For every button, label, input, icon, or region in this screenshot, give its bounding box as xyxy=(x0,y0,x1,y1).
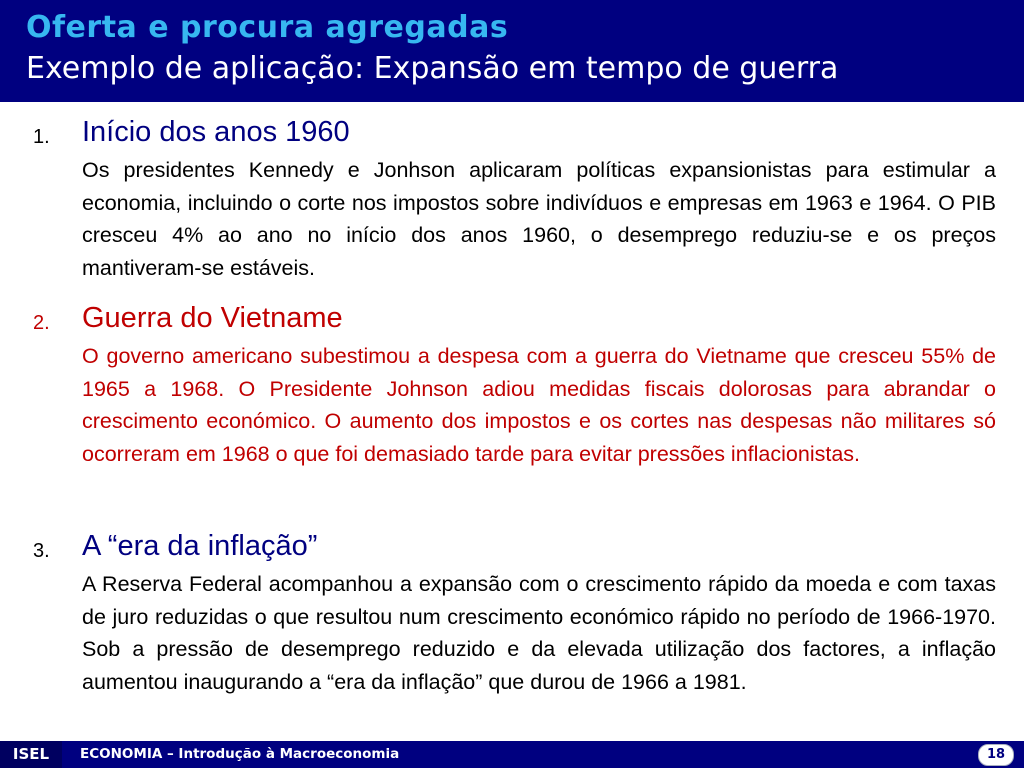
item-number: 2. xyxy=(33,312,50,334)
item-body: Os presidentes Kennedy e Jonhson aplicaram políticas expansionistas para estimular a economia, incluindo o corte nos impostos sobre indivíduos e empresas em 1963 e 1964. O PIB cresceu 4% ao ano no início dos anos 1960, o desemprego reduziu-se e os preços mantiveram-se estáveis. xyxy=(82,158,996,280)
slide-title: Oferta e procura agregadas xyxy=(26,10,509,45)
slide-footer xyxy=(0,741,1024,768)
footer-title: ECONOMIA – Introdução à Macroeconomia xyxy=(80,746,400,762)
slide-subtitle: Exemplo de aplicação: Expansão em tempo de guerra xyxy=(26,51,839,86)
item-body: A Reserva Federal acompanhou a expansão com o crescimento rápido da moeda e com taxas de juro reduzidas o que resultou num crescimento económico rápido no período de 1966-1970. Sob a pressão de desemprego reduzido e da elevada utilização dos factores, a inflação aumentou inaugurando a “era da inflação” que durou de 1966 a 1981. xyxy=(82,572,996,694)
item-number: 1. xyxy=(33,126,50,148)
isel-logo: ISEL xyxy=(0,741,62,768)
item-body: O governo americano subestimou a despesa com a guerra do Vietname que cresceu 55% de 1965 a 1968. O Presidente Johnson adiou medidas fiscais dolorosas para abrandar o crescimento económico. O aumento dos impostos e os cortes nas despesas não militares só ocorreram em 1968 o que foi demasiado tarde para evitar pressões inflacionistas. xyxy=(82,344,996,466)
slide-header xyxy=(0,0,1024,102)
item-heading: Início dos anos 1960 xyxy=(82,116,350,148)
item-heading: A “era da inflação” xyxy=(82,530,318,562)
page-number-badge: 18 xyxy=(978,744,1014,766)
item-heading: Guerra do Vietname xyxy=(82,302,343,334)
item-number: 3. xyxy=(33,540,50,562)
